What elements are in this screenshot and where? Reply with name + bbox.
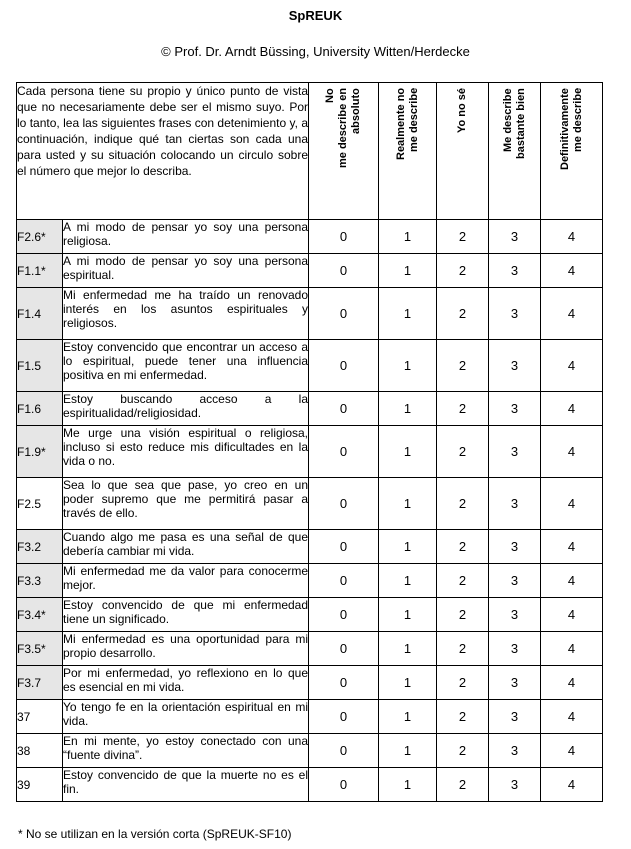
rating-option-0[interactable]: 0 xyxy=(309,700,379,734)
rating-option-0[interactable]: 0 xyxy=(309,254,379,288)
rating-option-1[interactable]: 1 xyxy=(379,632,437,666)
rating-option-2[interactable]: 2 xyxy=(437,426,489,478)
rating-option-2[interactable]: 2 xyxy=(437,478,489,530)
rating-option-4[interactable]: 4 xyxy=(541,632,603,666)
rating-option-3[interactable]: 3 xyxy=(489,768,541,802)
rating-option-2[interactable]: 2 xyxy=(437,220,489,254)
rating-option-0[interactable]: 0 xyxy=(309,288,379,340)
header-row xyxy=(17,83,603,220)
rating-option-0[interactable]: 0 xyxy=(309,632,379,666)
rating-option-1[interactable]: 1 xyxy=(379,734,437,768)
item-text: Estoy buscando acceso a la espiritualidad/religiosidad. xyxy=(63,392,309,426)
rating-option-0[interactable]: 0 xyxy=(309,734,379,768)
rating-option-1[interactable]: 1 xyxy=(379,564,437,598)
table-row xyxy=(17,530,603,564)
table-row xyxy=(17,734,603,768)
table-row xyxy=(17,254,603,288)
rating-option-3[interactable]: 3 xyxy=(489,340,541,392)
item-code: F1.1* xyxy=(17,254,63,288)
copyright-line: © Prof. Dr. Arndt Büssing, University Witten/Herdecke xyxy=(161,44,470,59)
rating-option-4[interactable]: 4 xyxy=(541,564,603,598)
rating-option-3[interactable]: 3 xyxy=(489,478,541,530)
rating-option-2[interactable]: 2 xyxy=(437,632,489,666)
rating-option-3[interactable]: 3 xyxy=(489,598,541,632)
rating-option-0[interactable]: 0 xyxy=(309,666,379,700)
item-text: Estoy convencido de que mi enfermedad tiene un significado. xyxy=(63,598,309,632)
rating-option-3[interactable]: 3 xyxy=(489,254,541,288)
rating-option-2[interactable]: 2 xyxy=(437,564,489,598)
item-text: Sea lo que sea que pase, yo creo en un poder supremo que me permitirá pasar a través de ello. xyxy=(63,478,309,530)
table-row xyxy=(17,700,603,734)
rating-option-2[interactable]: 2 xyxy=(437,700,489,734)
rating-option-1[interactable]: 1 xyxy=(379,530,437,564)
rating-option-3[interactable]: 3 xyxy=(489,288,541,340)
item-text: Estoy convencido que encontrar un acceso a lo espiritual, puede tener una influencia positiva en mi enfermedad. xyxy=(63,340,309,392)
rating-option-1[interactable]: 1 xyxy=(379,392,437,426)
rating-option-4[interactable]: 4 xyxy=(541,478,603,530)
rating-option-1[interactable]: 1 xyxy=(379,700,437,734)
rating-option-4[interactable]: 4 xyxy=(541,392,603,426)
rating-option-4[interactable]: 4 xyxy=(541,598,603,632)
rating-option-3[interactable]: 3 xyxy=(489,564,541,598)
rating-option-4[interactable]: 4 xyxy=(541,288,603,340)
table-row xyxy=(17,598,603,632)
table-row xyxy=(17,478,603,530)
instructions: Cada persona tiene su propio y único punto de vista que no necesariamente debe ser el mismo suyo. Por lo tanto, lea las siguientes frases con detenimiento y, a continuación, indique qué tan ciertas son cada una para usted y su situación colocando un circulo sobre el número que mejor lo describa. xyxy=(17,83,309,220)
rating-option-4[interactable]: 4 xyxy=(541,666,603,700)
option-header-label: Me describe bastante bien xyxy=(501,88,527,159)
option-header-0 xyxy=(309,83,379,220)
item-code: F2.5 xyxy=(17,478,63,530)
rating-option-0[interactable]: 0 xyxy=(309,220,379,254)
table-row xyxy=(17,768,603,802)
rating-option-1[interactable]: 1 xyxy=(379,288,437,340)
rating-option-3[interactable]: 3 xyxy=(489,632,541,666)
rating-option-1[interactable]: 1 xyxy=(379,340,437,392)
rating-option-1[interactable]: 1 xyxy=(379,666,437,700)
rating-option-4[interactable]: 4 xyxy=(541,426,603,478)
option-header-label: Realmente no me describe xyxy=(394,88,420,161)
rating-option-1[interactable]: 1 xyxy=(379,254,437,288)
rating-option-4[interactable]: 4 xyxy=(541,768,603,802)
rating-option-1[interactable]: 1 xyxy=(379,598,437,632)
rating-option-4[interactable]: 4 xyxy=(541,220,603,254)
rating-option-4[interactable]: 4 xyxy=(541,254,603,288)
document-title: SpREUK xyxy=(288,8,343,23)
rating-option-2[interactable]: 2 xyxy=(437,666,489,700)
item-code: F3.3 xyxy=(17,564,63,598)
table-row xyxy=(17,340,603,392)
rating-option-2[interactable]: 2 xyxy=(437,340,489,392)
rating-option-2[interactable]: 2 xyxy=(437,254,489,288)
rating-option-0[interactable]: 0 xyxy=(309,478,379,530)
item-text: A mi modo de pensar yo soy una persona espiritual. xyxy=(63,254,309,288)
rating-option-0[interactable]: 0 xyxy=(309,564,379,598)
item-code: 39 xyxy=(17,768,63,802)
rating-option-3[interactable]: 3 xyxy=(489,220,541,254)
option-header-label: Yo no sé xyxy=(456,88,469,134)
rating-option-0[interactable]: 0 xyxy=(309,392,379,426)
item-text: En mi mente, yo estoy conectado con una “fuente divina”. xyxy=(63,734,309,768)
rating-option-4[interactable]: 4 xyxy=(541,734,603,768)
option-header-4 xyxy=(541,83,603,220)
rating-option-4[interactable]: 4 xyxy=(541,700,603,734)
rating-option-0[interactable]: 0 xyxy=(309,340,379,392)
rating-option-1[interactable]: 1 xyxy=(379,220,437,254)
table-row xyxy=(17,426,603,478)
item-text: Por mi enfermedad, yo reflexiono en lo que es esencial en mi vida. xyxy=(63,666,309,700)
item-code: F3.4* xyxy=(17,598,63,632)
rating-option-2[interactable]: 2 xyxy=(437,768,489,802)
rating-option-3[interactable]: 3 xyxy=(489,700,541,734)
item-code: F3.7 xyxy=(17,666,63,700)
rating-option-2[interactable]: 2 xyxy=(437,598,489,632)
rating-option-0[interactable]: 0 xyxy=(309,598,379,632)
rating-option-2[interactable]: 2 xyxy=(437,288,489,340)
item-code: F1.9* xyxy=(17,426,63,478)
item-code: F1.5 xyxy=(17,340,63,392)
item-code: F2.6* xyxy=(17,220,63,254)
item-text: Yo tengo fe en la orientación espiritual en mi vida. xyxy=(63,700,309,734)
rating-option-2[interactable]: 2 xyxy=(437,734,489,768)
rating-option-0[interactable]: 0 xyxy=(309,768,379,802)
rating-option-0[interactable]: 0 xyxy=(309,426,379,478)
item-code: F1.6 xyxy=(17,392,63,426)
item-text: Me urge una visión espiritual o religiosa, incluso si esto reduce mis dificultades en la vida o no. xyxy=(63,426,309,478)
rating-option-1[interactable]: 1 xyxy=(379,426,437,478)
item-code: 37 xyxy=(17,700,63,734)
item-text: Mi enfermedad es una oportunidad para mi propio desarrollo. xyxy=(63,632,309,666)
item-code: F1.4 xyxy=(17,288,63,340)
rating-option-3[interactable]: 3 xyxy=(489,666,541,700)
item-text: Cuando algo me pasa es una señal de que debería cambiar mi vida. xyxy=(63,530,309,564)
option-header-2 xyxy=(437,83,489,220)
rating-option-4[interactable]: 4 xyxy=(541,340,603,392)
rating-option-3[interactable]: 3 xyxy=(489,734,541,768)
rating-option-3[interactable]: 3 xyxy=(489,392,541,426)
option-header-1 xyxy=(379,83,437,220)
item-text: Estoy convencido de que la muerte no es el fin. xyxy=(63,768,309,802)
item-text: Mi enfermedad me da valor para conocerme mejor. xyxy=(63,564,309,598)
table-row xyxy=(17,392,603,426)
rating-option-2[interactable]: 2 xyxy=(437,530,489,564)
rating-option-1[interactable]: 1 xyxy=(379,478,437,530)
rating-option-3[interactable]: 3 xyxy=(489,426,541,478)
item-code: F3.2 xyxy=(17,530,63,564)
option-header-label: No me describe en absoluto xyxy=(324,88,363,169)
rating-option-0[interactable]: 0 xyxy=(309,530,379,564)
rating-option-3[interactable]: 3 xyxy=(489,530,541,564)
table-row xyxy=(17,632,603,666)
table-row xyxy=(17,564,603,598)
table-row xyxy=(17,220,603,254)
table-row xyxy=(17,288,603,340)
item-code: 38 xyxy=(17,734,63,768)
item-text: Mi enfermedad me ha traído un renovado interés en los asuntos espirituales y religiosos. xyxy=(63,288,309,340)
table-row xyxy=(17,666,603,700)
option-header-label: Definitivamente me describe xyxy=(558,88,584,170)
item-code: F3.5* xyxy=(17,632,63,666)
rating-option-2[interactable]: 2 xyxy=(437,392,489,426)
rating-option-4[interactable]: 4 xyxy=(541,530,603,564)
rating-option-1[interactable]: 1 xyxy=(379,768,437,802)
footnote: * No se utilizan en la versión corta (SpREUK-SF10) xyxy=(18,827,292,841)
questionnaire-table xyxy=(16,82,603,802)
item-text: A mi modo de pensar yo soy una persona religiosa. xyxy=(63,220,309,254)
option-header-3 xyxy=(489,83,541,220)
